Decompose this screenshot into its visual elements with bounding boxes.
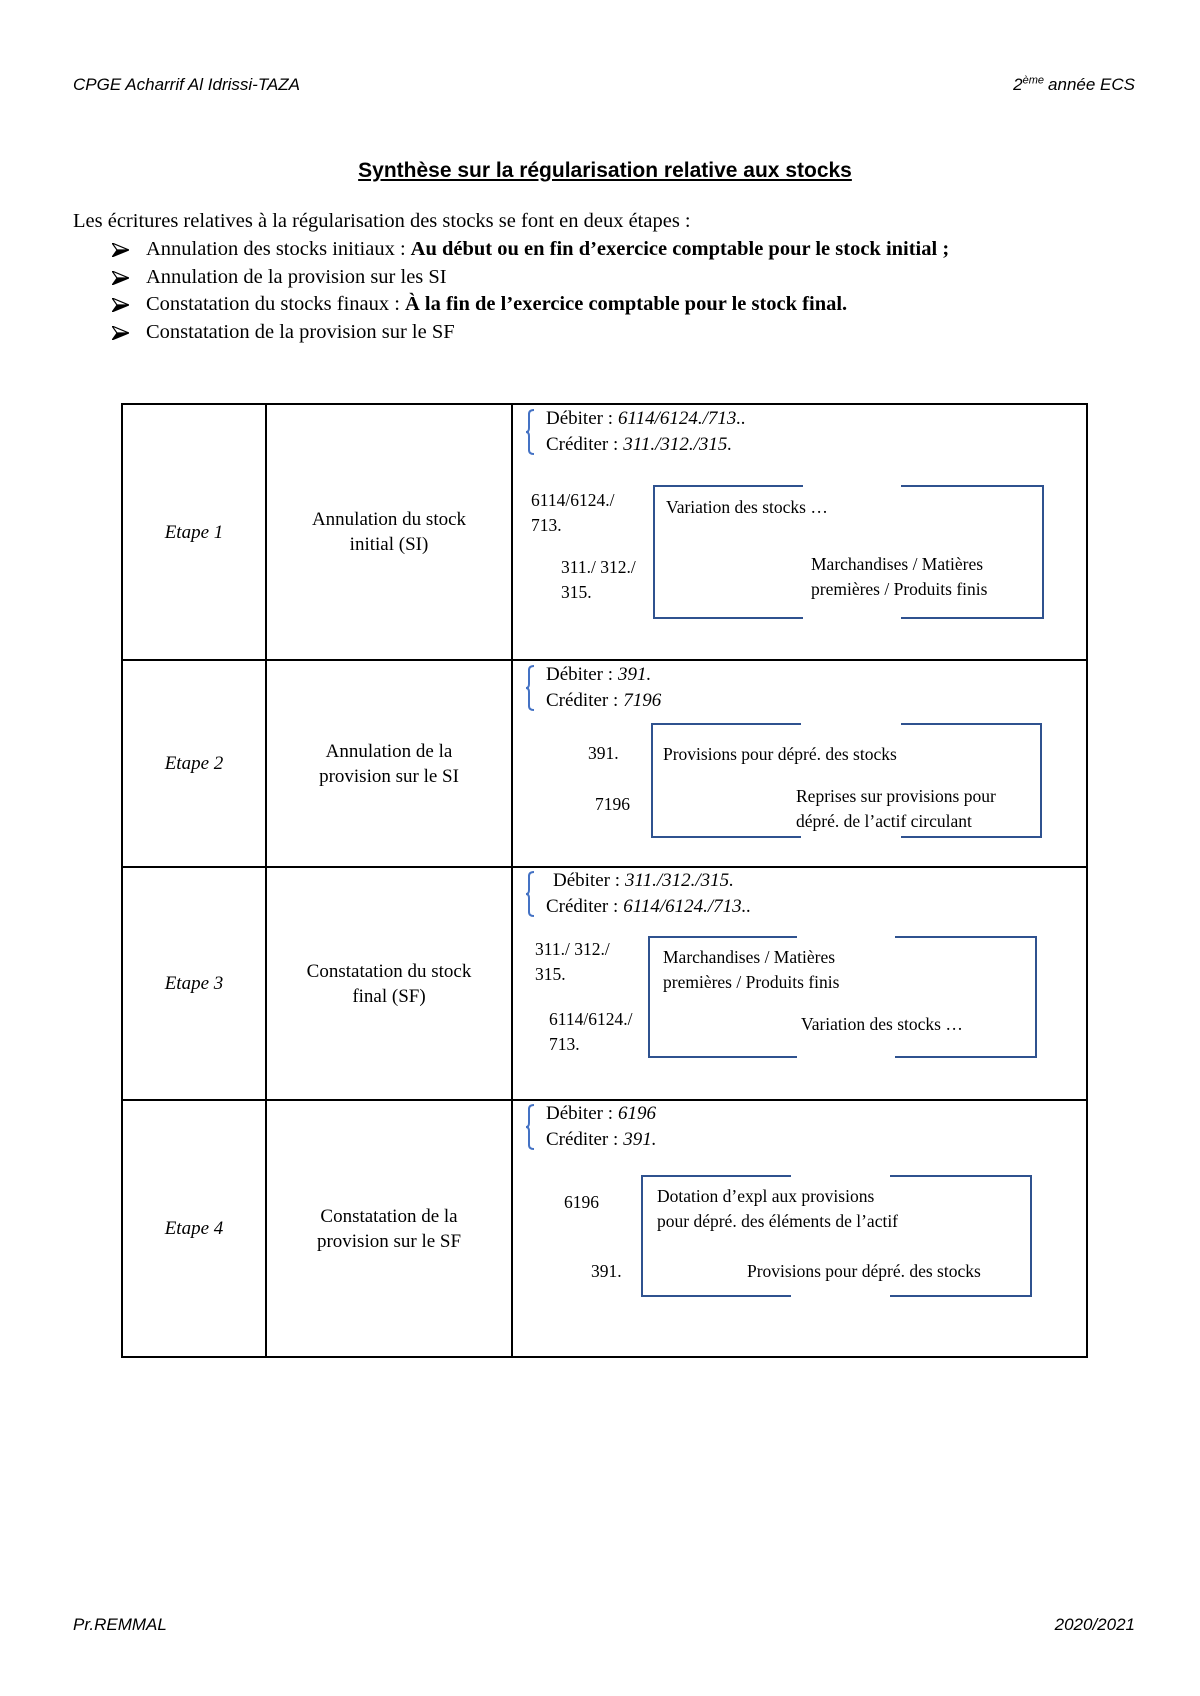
- journal-entry-cell: [513, 1101, 1088, 1358]
- step-description: [317, 1204, 461, 1254]
- step-description-line: Annulation du stock: [311, 509, 467, 530]
- arrow-bullet-icon: [112, 298, 129, 312]
- title-line: pour dépré. des éléments de l’actif: [657, 1211, 899, 1231]
- left-brace-icon: [525, 1104, 535, 1150]
- list-item-emphasis: À la fin de l’exercice comptable pour le stock final.: [404, 293, 848, 316]
- debit-label: Débiter :: [546, 1103, 614, 1124]
- credit-label: Créditer :: [546, 896, 619, 917]
- step-description-cell: [267, 405, 513, 661]
- credit-value: 6114/6124./713..: [623, 896, 752, 917]
- debit-value: 6196: [618, 1103, 657, 1124]
- box-border-gap: [791, 1174, 890, 1179]
- list-item-text: Constatation de la provision sur le SF: [146, 321, 455, 344]
- arrow-bullet-icon: [112, 271, 129, 285]
- debit-instruction: [546, 1101, 657, 1127]
- credit-account-number: [595, 792, 630, 817]
- list-item: [112, 319, 949, 347]
- entry-instructions: [546, 1101, 657, 1153]
- step-label: Etape 2: [164, 753, 224, 774]
- title-line: dépré. de l’actif circulant: [796, 811, 972, 831]
- credit-account-title: [801, 1012, 963, 1037]
- account-line: 713.: [531, 515, 562, 535]
- t-account-box: [653, 485, 1044, 619]
- step-description-line: Annulation de la: [325, 740, 453, 762]
- debit-label: Débiter :: [553, 870, 621, 891]
- account-line: 713.: [549, 1034, 580, 1054]
- list-item-emphasis: Au début ou en fin d’exercice comptable pour le stock initial ;: [410, 238, 950, 260]
- debit-value: 6114/6124./713..: [618, 408, 746, 429]
- box-border-gap: [801, 835, 901, 840]
- credit-label: Créditer :: [546, 1129, 619, 1150]
- debit-account-title: [663, 945, 839, 995]
- step-description-line: initial (SI): [349, 534, 429, 555]
- box-border-gap: [797, 935, 895, 940]
- left-brace-icon: [525, 665, 535, 711]
- box-border-gap: [797, 1055, 895, 1060]
- credit-instruction: [546, 688, 661, 714]
- debit-account-number: [564, 1190, 599, 1215]
- header-year-number: 2: [1013, 75, 1023, 94]
- step-cell: [123, 405, 267, 661]
- step-cell: [123, 1101, 267, 1358]
- title-line: Variation des stocks …: [801, 1014, 963, 1034]
- list-item-text: Constatation du stocks finaux :: [146, 293, 400, 316]
- title-line: Provisions pour dépré. des stocks: [663, 744, 897, 764]
- left-brace-icon: [525, 409, 535, 455]
- account-line: 6196: [564, 1192, 599, 1212]
- arrow-bullet-icon: [112, 326, 129, 340]
- intro-paragraph: Les écritures relatives à la régularisation des stocks se font en deux étapes :: [73, 210, 691, 232]
- step-label: Etape 1: [164, 521, 224, 543]
- debit-value: 311./312./315.: [625, 870, 734, 891]
- journal-entry-cell: [513, 405, 1088, 661]
- step-description-line: Constatation de la: [320, 1205, 458, 1227]
- journal-entry-cell: [513, 868, 1088, 1101]
- step-description-line: provision sur le SF: [316, 1230, 462, 1252]
- account-line: 6114/6124./: [531, 490, 615, 510]
- synthesis-table: [121, 403, 1088, 1358]
- debit-account-number: [535, 937, 610, 987]
- list-item: [112, 291, 949, 319]
- account-line: 6114/6124./: [549, 1009, 633, 1029]
- debit-instruction: [546, 662, 661, 688]
- credit-value: 391.: [623, 1129, 657, 1150]
- header-class-level: [1013, 74, 1135, 96]
- entry-instructions: [546, 406, 746, 458]
- box-border-gap: [801, 722, 901, 727]
- debit-account-number: [588, 741, 619, 766]
- title-line: Variation des stocks …: [666, 497, 828, 517]
- credit-value: 311./312./315.: [623, 434, 733, 455]
- credit-account-title: [796, 784, 996, 834]
- title-line: premières / Produits finis: [663, 972, 840, 992]
- credit-instruction: [546, 1127, 657, 1153]
- account-line: 315.: [535, 964, 566, 984]
- step-description: [319, 739, 459, 789]
- credit-label: Créditer :: [546, 690, 619, 711]
- step-description-line: provision sur le SI: [319, 765, 459, 787]
- list-item-text: Annulation de la provision sur les SI: [146, 265, 447, 288]
- header-class-name: année ECS: [1048, 75, 1135, 94]
- box-border-gap: [803, 616, 901, 621]
- account-line: 391.: [588, 743, 619, 763]
- title-line: Reprises sur provisions pour: [796, 786, 996, 806]
- step-label: Etape 3: [164, 973, 224, 994]
- step-cell: [123, 661, 267, 868]
- title-line: Provisions pour dépré. des stocks: [747, 1261, 981, 1281]
- header-school: CPGE Acharrif Al Idrissi-TAZA: [73, 75, 301, 94]
- list-item: [112, 264, 949, 292]
- credit-account-title: [747, 1259, 981, 1284]
- journal-entry-cell: [513, 661, 1088, 868]
- box-border-gap: [803, 484, 901, 489]
- account-line: 391.: [591, 1261, 622, 1281]
- title-line: Marchandises / Matières: [663, 947, 836, 967]
- title-line: Dotation d’expl aux provisions: [657, 1186, 875, 1206]
- left-brace-icon: [525, 871, 535, 917]
- step-description-line: final (SF): [352, 985, 426, 1007]
- account-line: 7196: [595, 794, 630, 814]
- step-description-line: Constatation du stock: [306, 960, 472, 982]
- credit-account-number: [561, 555, 636, 605]
- credit-label: Créditer :: [546, 434, 619, 455]
- t-account-box: [651, 723, 1042, 838]
- debit-account-number: [531, 488, 614, 538]
- debit-account-title: [666, 495, 828, 520]
- debit-instruction: [546, 868, 751, 894]
- steps-list: [112, 236, 949, 347]
- credit-value: 7196: [623, 690, 662, 711]
- entry-instructions: [546, 662, 661, 714]
- footer-school-year: 2020/2021: [1054, 1615, 1135, 1634]
- title-line: Marchandises / Matières: [811, 554, 984, 574]
- step-cell: [123, 868, 267, 1101]
- credit-instruction: [546, 432, 746, 458]
- list-item: [112, 236, 949, 264]
- page-title: Synthèse sur la régularisation relative aux stocks: [358, 159, 852, 182]
- debit-account-title: [663, 742, 897, 767]
- debit-account-title: [657, 1184, 898, 1234]
- debit-label: Débiter :: [546, 664, 614, 685]
- step-description: [312, 507, 466, 557]
- header-year-suffix: ème: [1022, 74, 1045, 87]
- step-description-cell: [267, 661, 513, 868]
- t-account-box: [648, 936, 1037, 1058]
- debit-value: 391.: [618, 664, 652, 685]
- account-line: 315.: [561, 582, 592, 602]
- credit-instruction: [546, 894, 751, 920]
- account-line: 311./ 312./: [535, 939, 610, 959]
- step-description: [307, 959, 472, 1009]
- debit-instruction: [546, 406, 746, 432]
- step-label: Etape 4: [164, 1218, 224, 1239]
- credit-account-number: [591, 1259, 622, 1284]
- step-description-cell: [267, 1101, 513, 1358]
- list-item-text: Annulation des stocks initiaux :: [146, 238, 406, 260]
- title-line: premières / Produits finis: [811, 579, 988, 599]
- credit-account-number: [549, 1007, 632, 1057]
- footer-author: Pr.REMMAL: [73, 1615, 167, 1634]
- debit-label: Débiter :: [546, 408, 614, 429]
- arrow-bullet-icon: [112, 243, 129, 257]
- entry-instructions: [546, 868, 751, 920]
- account-line: 311./ 312./: [561, 557, 636, 577]
- step-description-cell: [267, 868, 513, 1101]
- box-border-gap: [791, 1294, 890, 1299]
- credit-account-title: [811, 552, 987, 602]
- t-account-box: [641, 1175, 1032, 1297]
